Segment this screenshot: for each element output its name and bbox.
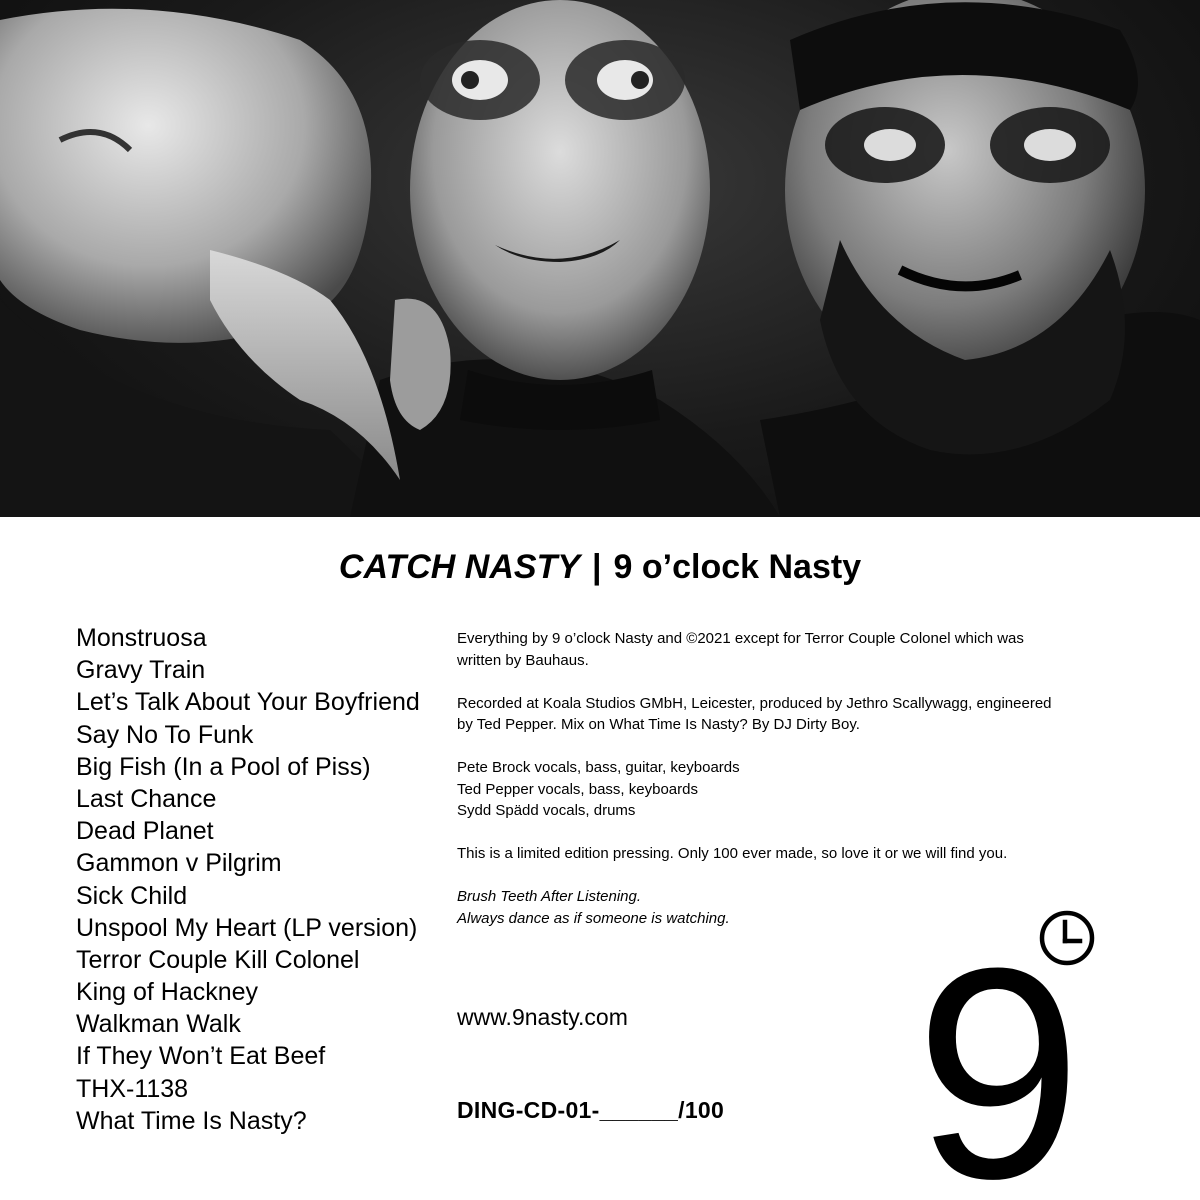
musician-credit: Pete Brock vocals, bass, guitar, keyboards [457,759,740,776]
album-title: CATCH NASTY [338,548,581,586]
track-item: Dead Planet [76,817,214,846]
title-separator: | [592,548,602,586]
musician-credit: Ted Pepper vocals, bass, keyboards [457,780,698,798]
musician-list [457,757,1057,822]
track-item: If They Won’t Eat Beef [76,1042,326,1071]
copyright-text: Everything by 9 o’clock Nasty and ©2021 except for Terror Couple Colonel which was written by Bauhaus. [457,630,1024,669]
logo-digit: 9 [915,905,1082,1185]
recording-credits: Recorded at Koala Studios GMbH, Leicester, produced by Jethro Scallywagg, engineered by Ted Pepper. Mix on What Time Is Nasty? By DJ Dirty Boy. [457,694,1052,733]
track-item: THX-1138 [76,1074,189,1103]
musician-credit: Sydd Spädd vocals, drums [457,802,636,819]
tagline: Always dance as if someone is watching. [457,909,730,927]
credits [457,628,1057,951]
artist-name: 9 o’clock Nasty [613,548,862,586]
band-photo-illustration [0,0,1200,517]
track-item: Gammon v Pilgrim [76,849,282,878]
limited-edition-note: This is a limited edition pressing. Only 100 ever made, so love it or we will find you. [457,845,1008,862]
tagline: Brush Teeth After Listening. [457,888,641,905]
track-item: Let’s Talk About Your Boyfriend [76,688,420,717]
track-item: Last Chance [76,784,217,813]
track-item: Say No To Funk [76,720,254,749]
track-item: Unspool My Heart (LP version) [76,913,418,942]
track-item: King of Hackney [76,978,259,1007]
track-item: Terror Couple Kill Colonel [76,945,360,974]
band-photo [0,0,1200,517]
track-item: Walkman Walk [76,1010,241,1039]
band-logo [915,905,1125,1185]
tracklist [76,622,420,1137]
track-item: Sick Child [76,881,188,910]
page-title [0,548,1200,587]
track-item: Big Fish (In a Pool of Piss) [76,752,371,781]
catalog-number: DING-CD-01-______/100 [457,1097,725,1123]
track-item: Gravy Train [76,656,206,685]
website-url: www.9nasty.com [457,1004,628,1030]
track-item: What Time Is Nasty? [76,1106,307,1135]
track-item: Monstruosa [76,624,207,652]
